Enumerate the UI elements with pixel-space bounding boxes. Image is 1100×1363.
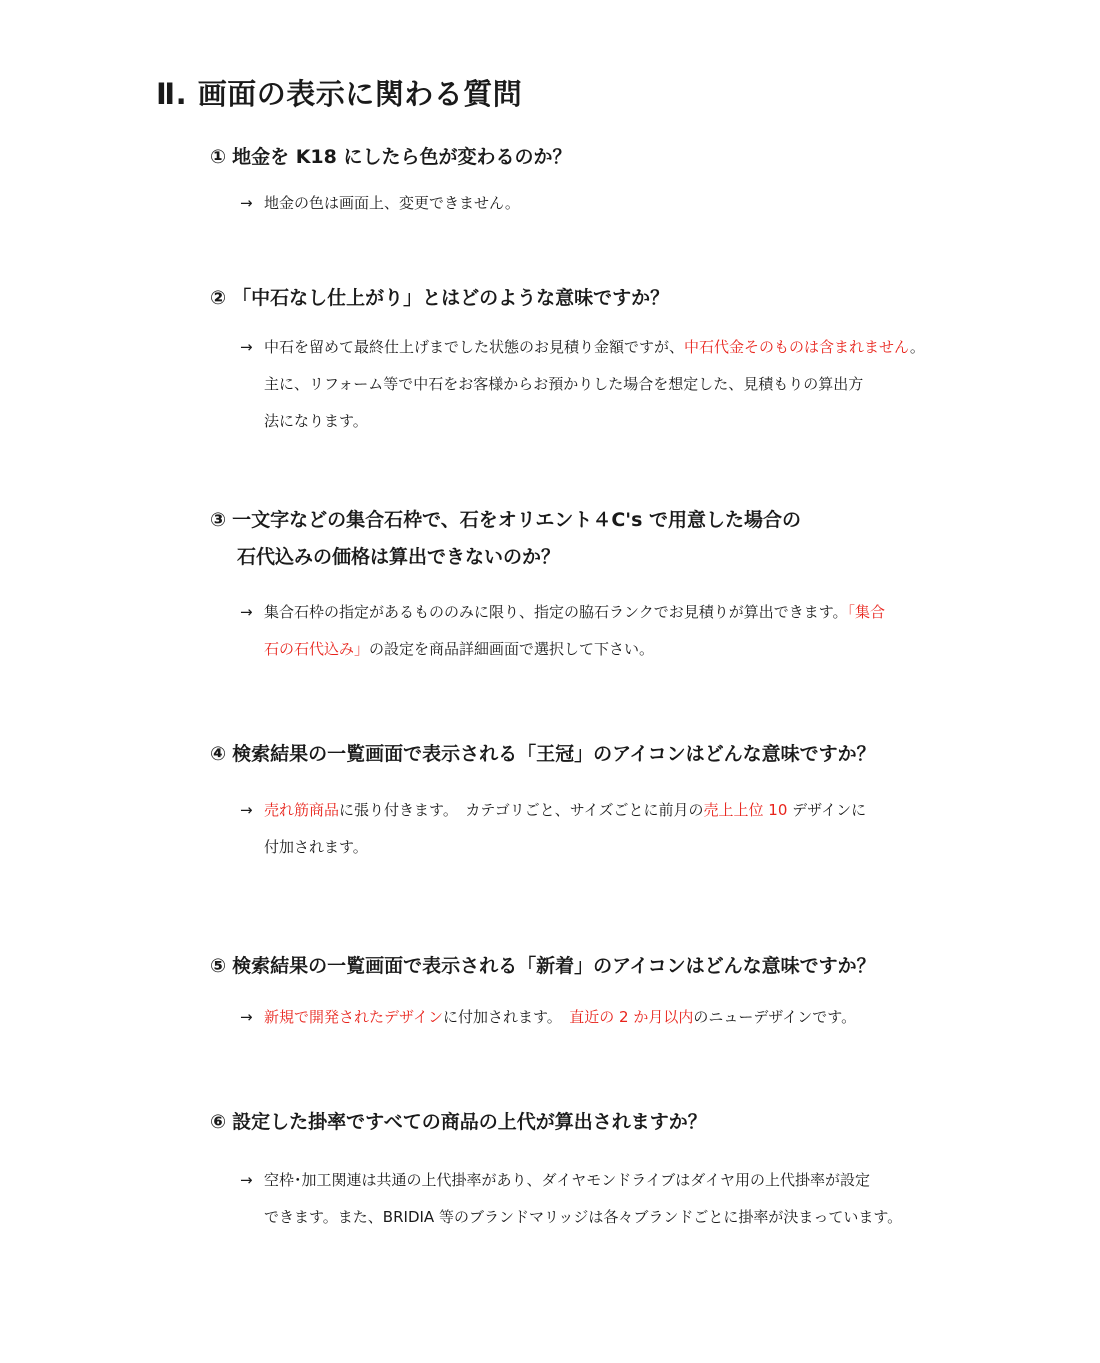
arrow-icon: → (240, 1008, 253, 1026)
answer-5 (240, 999, 960, 1036)
question-6 (210, 1104, 707, 1141)
highlight-text: 売上上位 10 (703, 801, 788, 819)
question-text: 地金を K18 にしたら色が変わるのか？ (232, 146, 572, 168)
answer-line: 石の石代込み」の設定を商品詳細画面で選択して下さい。 (264, 640, 655, 658)
answer-line: 主に、リフォーム等で中石をお客様からお預かりした場合を想定した、見積もりの算出方 (264, 375, 864, 393)
question-1 (210, 139, 572, 176)
question-number: ① (210, 146, 227, 168)
arrow-icon: → (240, 194, 253, 212)
answer-6 (240, 1162, 960, 1236)
answer-line: できます。また、BRIDIA 等のブランドマリッジは各々ブランドごとに掛率が決まっています。 (264, 1208, 903, 1226)
question-5 (210, 948, 876, 985)
answer-2 (240, 329, 960, 440)
answer-line: 付加されます。 (264, 838, 368, 856)
question-4 (210, 736, 876, 773)
section-title: Ⅱ. 画面の表示に関わる質問 (156, 77, 523, 111)
answer-3 (240, 594, 960, 668)
question-number: ② (210, 287, 227, 309)
question-text: 検索結果の一覧画面で表示される「新着」のアイコンはどんな意味ですか？ (232, 955, 876, 977)
highlight-text: 中石代金そのものは含まれません (684, 338, 910, 356)
question-number: ④ (210, 743, 227, 765)
question-number: ⑤ (210, 955, 227, 977)
question-text: 一文字などの集合石枠で、石をオリエント４C's で用意した場合の (232, 509, 802, 531)
arrow-icon: → (240, 338, 253, 356)
arrow-icon: → (240, 1171, 253, 1189)
answer-line: → 新規で開発されたデザインに付加されます。 直近の 2 か月以内のニューデザインです。 (240, 999, 960, 1036)
answer-line: → 集合石枠の指定があるもののみに限り、指定の脇石ランクでお見積りが算出できます。「集合 (240, 594, 960, 631)
question-text: 設定した掛率ですべての商品の上代が算出されますか？ (232, 1111, 707, 1133)
answer-line: → 空枠･加工関連は共通の上代掛率があり、ダイヤモンドライブはダイヤ用の上代掛率が設定 (240, 1162, 960, 1199)
question-text: 「中石なし仕上がり」とはどのような意味ですか？ (232, 287, 670, 309)
question-text: 検索結果の一覧画面で表示される「王冠」のアイコンはどんな意味ですか？ (232, 743, 876, 765)
highlight-text: 新規で開発されたデザイン (264, 1008, 443, 1026)
question-3 (210, 502, 801, 576)
highlight-text: 直近の 2 か月以内 (569, 1008, 694, 1026)
question-number: ③ (210, 509, 227, 531)
arrow-icon: → (240, 801, 253, 819)
answer-line: → 売れ筋商品に張り付きます。 カテゴリごと、サイズごとに前月の売上上位 10 デザインに (240, 792, 960, 829)
highlight-text: 売れ筋商品 (264, 801, 340, 819)
answer-line: 法になります。 (264, 412, 368, 430)
answer-4 (240, 792, 960, 866)
question-text-line2: 石代込みの価格は算出できないのか？ (237, 546, 561, 568)
arrow-icon: → (240, 603, 253, 621)
answer-line: → 地金の色は画面上、変更できません。 (240, 185, 960, 222)
question-number: ⑥ (210, 1111, 227, 1133)
highlight-text: 「集合 (847, 603, 886, 621)
highlight-text: 石の石代込み」 (264, 640, 370, 658)
question-2 (210, 280, 669, 317)
answer-line: → 中石を留めて最終仕上げまでした状態のお見積り金額ですが、中石代金そのものは含まれません。 (240, 329, 960, 366)
answer-1 (240, 185, 960, 222)
